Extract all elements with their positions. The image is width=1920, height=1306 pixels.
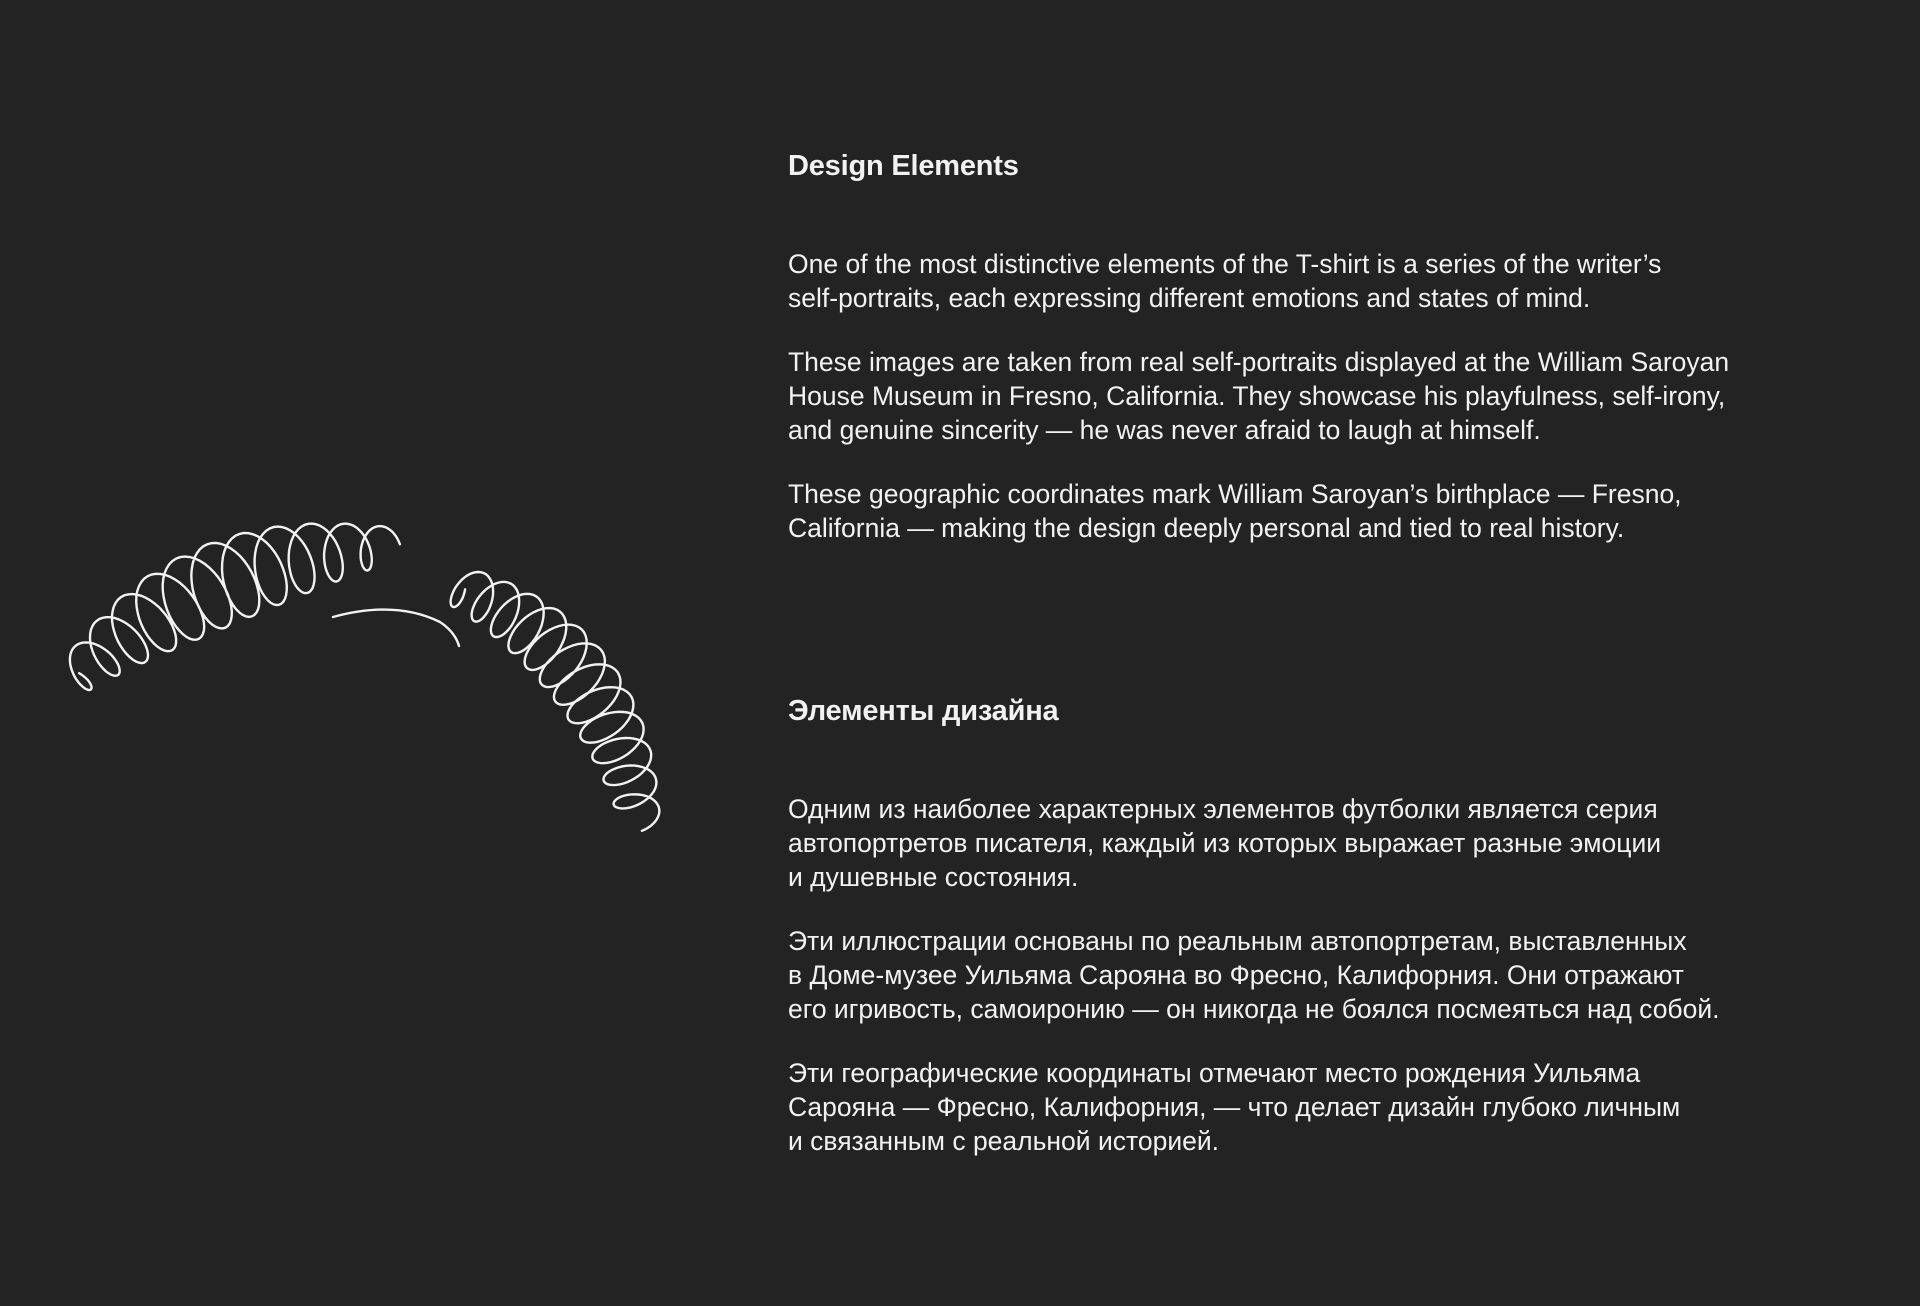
paragraph: These geographic coordinates mark William Saroyan’s birthplace — Fresno, California — making the design deeply personal and tied to real history. (788, 479, 1682, 543)
paragraph: Одним из наиболее характерных элементов футболки является серия автопортретов писателя, каждый из которых выражает разные эмоции и душевные состояния. (788, 794, 1662, 892)
scribble-arc-illustration (0, 0, 760, 1306)
section-title: Элементы дизайна (788, 695, 1059, 727)
scribble-loops-left (70, 524, 400, 690)
paragraph: One of the most distinctive elements of the T-shirt is a series of the writer’s self-portraits, each expressing different emotions and states of mind. (788, 249, 1662, 313)
scribble-smile-stroke (333, 610, 459, 646)
paragraph: These images are taken from real self-portraits displayed at the William Saroyan House Museum in Fresno, California. They showcase his playfulness, self-irony, and genuine sincerity — he was never afraid to laugh at himself. (788, 347, 1730, 445)
scribble-loops-right (451, 572, 660, 831)
section-title: Design Elements (788, 150, 1019, 182)
section-russian (788, 695, 1898, 1188)
section-english (788, 150, 1898, 575)
paragraph: Эти иллюстрации основаны по реальным автопортретам, выставленных в Доме-музее Уильяма Сарояна во Фресно, Калифорния. Они отражают его игривость, самоиронию — он никогда не боялся посмеяться над собой. (788, 926, 1720, 1024)
paragraph: Эти географические координаты отмечают место рождения Уильяма Сарояна — Фресно, Калифорния, — что делает дизайн глубоко личным и связанным с реальной историей. (788, 1058, 1681, 1156)
